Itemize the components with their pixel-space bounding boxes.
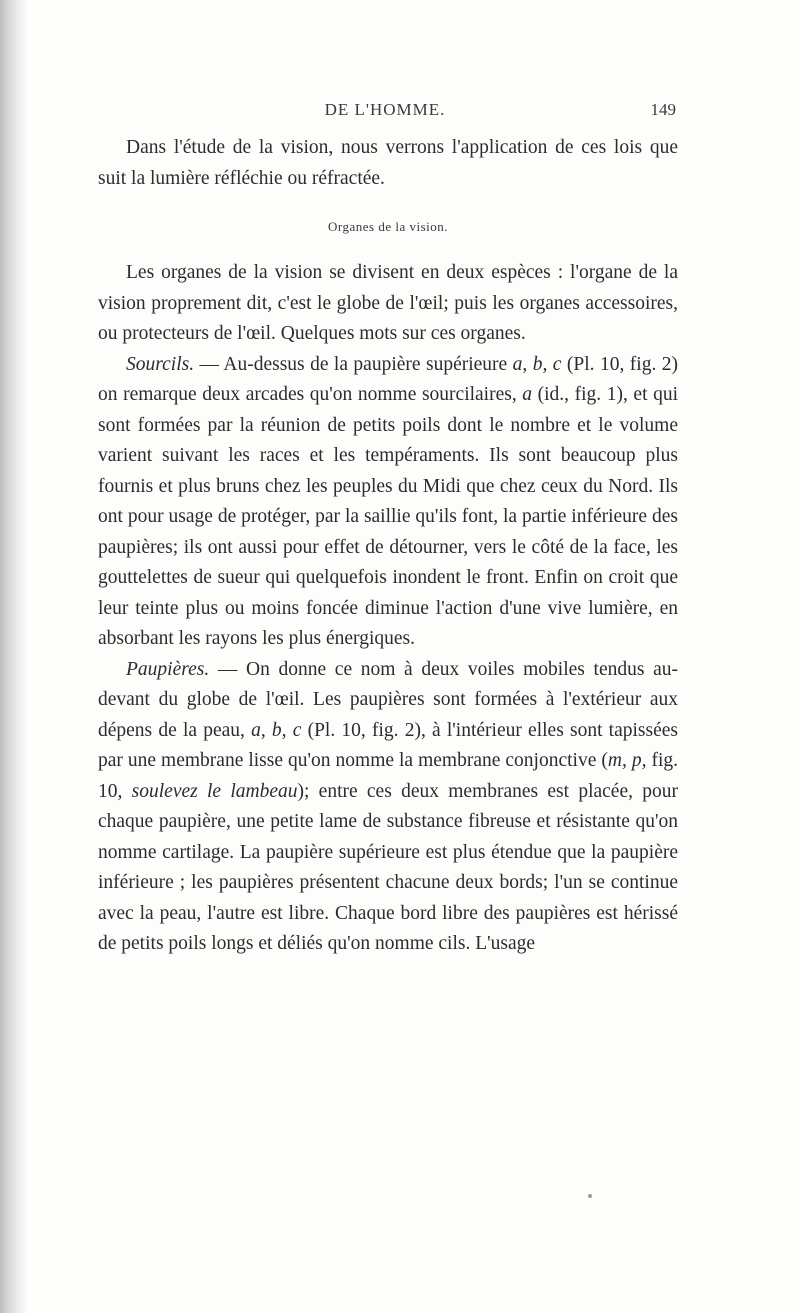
page-number: 149	[650, 100, 676, 119]
running-head: DE L'HOMME.	[324, 100, 446, 119]
sourcils-text-3: (id., fig. 1), et qui sont formées par la réunion de petits poils dont le nombre et le volume varient suivant les races et les tempéraments. Ils sont beaucoup plus fournis et plus bruns chez les peuples du Midi que chez ceux du Nord. Ils ont pour usage de protéger, par la saillie qu'ils font, la partie inférieure des paupières; ils ont aussi pour effet de détourner, vers le côté de la face, les gouttelettes de sueur qui quelquefois inondent le front. Enfin on croit que leur teinte plus ou moins foncée diminue l'action d'une vive lumière, en absorbant les rayons les plus énergiques.	[98, 384, 678, 649]
paragraph-organes: Les organes de la vision se divisent en deux espèces : l'organe de la vision proprement dit, c'est le globe de l'œil; puis les organes accessoires, ou protecteurs de l'œil. Quelques mots sur ces organes.	[98, 262, 678, 344]
runin-term-sourcils: Sourcils.	[126, 353, 195, 375]
paupieres-text-4: ); entre ces deux membranes est placée, pour chaque paupière, une petite lame de substance fibreuse et résistante qu'on nomme cartilage. La paupière supérieure est plus étendue que la paupière inférieure ; les paupières présentent chacune deux bords; l'un se continue avec la peau, l'autre est libre. Chaque bord libre des paupières est hérissé de petits poils longs et déliés qu'on nomme cils. L'usage	[98, 780, 679, 954]
runin-term-paupieres: Paupières.	[126, 658, 210, 680]
figure-ref: a, b, c	[512, 353, 562, 375]
sourcils-text-1: — Au-dessus de la paupière supérieure	[194, 353, 513, 375]
figure-ref: m, p,	[607, 750, 647, 771]
body-text	[98, 133, 678, 960]
section-heading: Organes de la vision.	[327, 219, 449, 234]
page-header	[94, 100, 676, 124]
figure-instruction: soulevez le lambeau	[131, 780, 298, 802]
paupieres-text-1: — On donne ce nom à deux voiles mobiles tendus au-devant du globe de l'œil. Les paupières sont formées à l'extérieur aux dépens de la peau,	[98, 658, 678, 741]
paupieres-text-3: fig. 10,	[98, 750, 678, 802]
figure-ref: a	[522, 384, 533, 405]
ink-speck	[588, 1194, 592, 1198]
intro-paragraph: Dans l'étude de la vision, nous verrons l'application de ces lois que suit la lumière réfléchie ou réfractée.	[98, 137, 678, 189]
figure-ref: a, b, c	[251, 719, 302, 741]
sourcils-text-2: (Pl. 10, fig. 2) on remarque deux arcades qu'on nomme sourcilaires,	[98, 353, 679, 405]
paragraph-paupieres	[98, 655, 678, 960]
paupieres-text-2: (Pl. 10, fig. 2), à l'intérieur elles sont tapissées par une membrane lisse qu'on nomme la membrane conjonctive (	[98, 719, 678, 771]
paragraph-sourcils	[98, 350, 678, 655]
page-gutter-shadow	[0, 0, 28, 1313]
